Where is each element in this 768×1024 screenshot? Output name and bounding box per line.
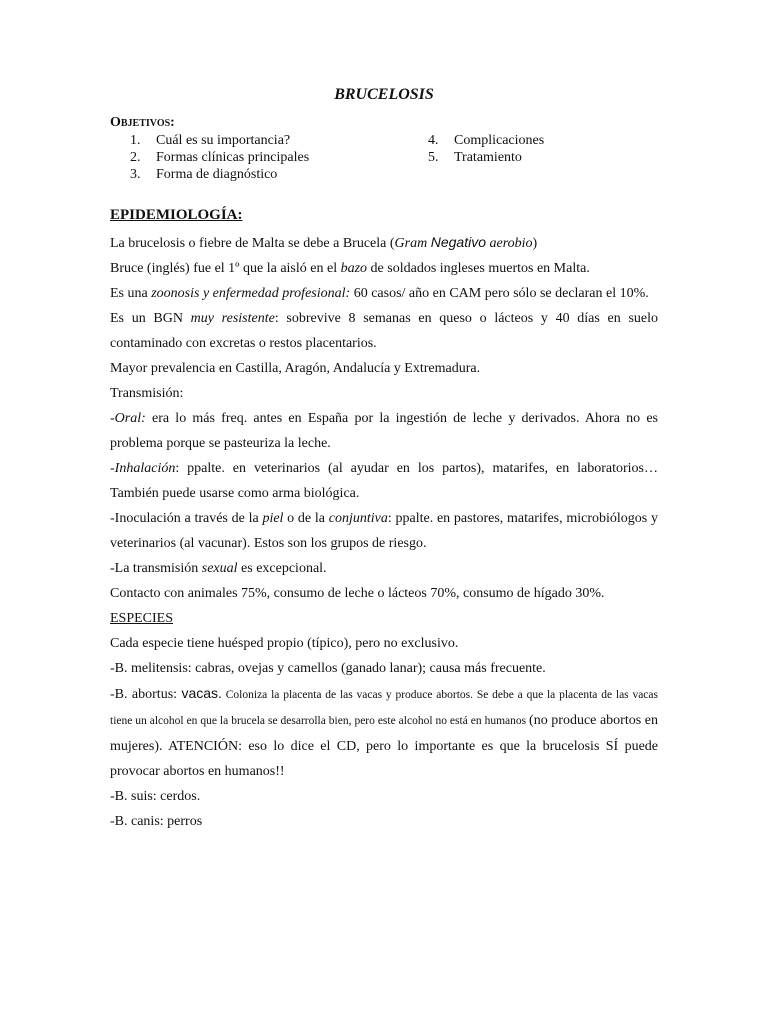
list-item-text: Complicaciones: [454, 133, 545, 148]
paragraph-contacto: Contacto con animales 75%, consumo de leche o lácteos 70%, consumo de hígado 30%.: [110, 586, 605, 601]
list-item-text: Cuál es su importancia?: [156, 133, 291, 148]
paragraph-oral: -Oral: era lo más freq. antes en España por la ingestión de leche y derivados. Ahora no es problema porque se pasteuriza la leche.: [110, 411, 658, 451]
list-item: [130, 149, 309, 166]
list-item-number: 4.: [428, 133, 439, 148]
paragraph-especies-intro: Cada especie tiene huésped propio (típico), pero no exclusivo.: [110, 636, 459, 651]
paragraph-melitensis: -B. melitensis: cabras, ovejas y camellos (ganado lanar); causa más frecuente.: [110, 661, 546, 676]
list-item: [428, 132, 544, 149]
document-title: BRUCELOSIS: [334, 86, 434, 103]
list-item: [130, 132, 309, 149]
paragraph-transmision: Transmisión:: [110, 386, 184, 401]
paragraph-canis: -B. canis: perros: [110, 814, 203, 829]
list-item-number: 3.: [130, 167, 141, 182]
document-body: [110, 230, 658, 834]
paragraph-prevalencia: Mayor prevalencia en Castilla, Aragón, Andalucía y Extremadura.: [110, 361, 481, 376]
objetivos-list-right: [428, 132, 544, 166]
paragraph-causa: La brucelosis o fiebre de Malta se debe a Brucela (Gram Negativo aerobio): [110, 234, 538, 251]
paragraph-inoculacion: -Inoculación a través de la piel o de la conjuntiva: ppalte. en pastores, matarifes, microbiólogos y veterinarios (al vacunar). Estos son los grupos de riesgo.: [110, 511, 658, 551]
paragraph-bruce: Bruce (inglés) fue el 1º que la aisló en el bazo de soldados ingleses muertos en Malta.: [110, 261, 590, 276]
objetivos-heading: Objetivos:: [110, 115, 175, 130]
list-item-number: 1.: [130, 133, 141, 148]
paragraph-inhalacion: -Inhalación: ppalte. en veterinarios (al ayudar en los partos), matarifes, en laboratorios… También puede usarse como arma biológica.: [110, 461, 658, 501]
paragraph-zoonosis: Es una zoonosis y enfermedad profesional: 60 casos/ año en CAM pero sólo se declaran el 10%.: [110, 286, 649, 301]
list-item: [130, 166, 309, 183]
paragraph-abortus: -B. abortus: vacas. Coloniza la placenta de las vacas y produce abortos. Se debe a que la placenta de las vacas tiene un alcohol en que la brucela se desarrolla bien, pero este alcohol no está en humanos (no produce abortos en mujeres). ATENCIÓN: eso lo dice el CD, pero lo importante es que la brucelosis SÍ puede provocar abortos en humanos!!: [110, 685, 658, 779]
list-item-number: 5.: [428, 150, 439, 165]
especies-heading: ESPECIES: [110, 611, 174, 626]
objetivos-list-left: [130, 132, 309, 183]
list-item-text: Formas clínicas principales: [156, 150, 310, 165]
list-item: [428, 149, 544, 166]
list-item-text: Forma de diagnóstico: [156, 167, 278, 182]
list-item-text: Tratamiento: [454, 150, 522, 165]
paragraph-sexual: -La transmisión sexual es excepcional.: [110, 561, 327, 576]
paragraph-suis: -B. suis: cerdos.: [110, 789, 201, 804]
list-item-number: 2.: [130, 150, 141, 165]
paragraph-bgn: Es un BGN muy resistente: sobrevive 8 semanas en queso o lácteos y 40 días en suelo contaminado con excretas o restos placentarios.: [110, 311, 659, 351]
epidemiologia-heading: EPIDEMIOLOGÍA:: [110, 207, 243, 223]
